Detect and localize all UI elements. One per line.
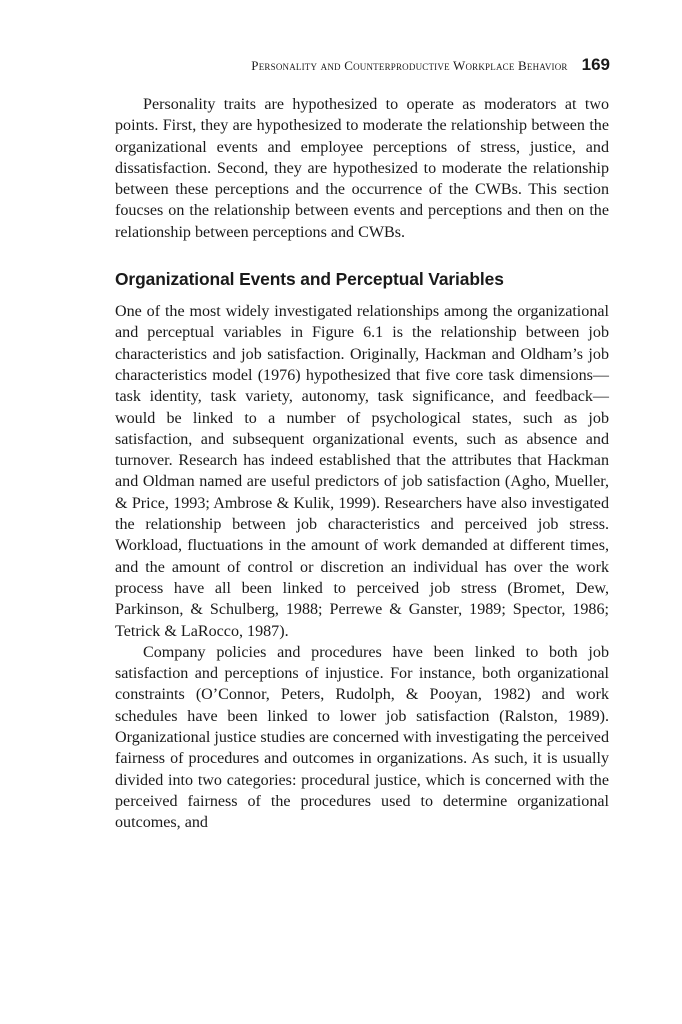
paragraph: One of the most widely investigated relationships among the organizational and perceptual variables in Figure 6.1 is the relationship between job characteristics and job satisfaction. Originally, Hackman and Oldham’s job characteristics model (1976) hypothesized that five core task dimensions—task identity, task variety, autonomy, task significance, and feedback—would be linked to a number of psychological states, such as job satisfaction, and subsequent organizational events, such as absence and turnover. Research has indeed established that the attributes that Hackman and Oldman named are useful predictors of job satisfaction (Agho, Mueller, & Price, 1993; Ambrose & Kulik, 1999). Researchers have also investigated the relationship between job characteristics and perceived job stress. Workload, fluctuations in the amount of work demanded at different times, and the amount of control or discretion an individual has over the work process have all been linked to perceived job stress (Bromet, Dew, Parkinson, & Schulberg, 1988; Perrewe & Ganster, 1989; Spector, 1986; Tetrick & LaRocco, 1987). <box>115 303 609 640</box>
section-heading: Organizational Events and Perceptual Variables <box>115 269 504 290</box>
running-head <box>251 55 610 75</box>
running-title: Personality and Counterproductive Workplace Behavior <box>251 58 568 73</box>
paragraph: Company policies and procedures have been linked to both job satisfaction and perceptions of injustice. For instance, both organizational constraints (O’Connor, Peters, Rudolph, & Pooyan, 1982) and work schedules have been linked to lower job satisfaction (Ralston, 1989). Organizational justice studies are concerned with investigating the perceived fairness of procedures and outcomes in organizations. As such, it is usually divided into two categories: procedural justice, which is concerned with the perceived fairness of the procedures used to determine organizational outcomes, and <box>115 643 609 832</box>
page-number: 169 <box>581 55 610 74</box>
paragraph: Personality traits are hypothesized to operate as moderators at two points. First, they are hypothesized to moderate the relationship between the organizational events and employee perceptions of stress, justice, and dissatisfaction. Second, they are hypothesized to moderate the relationship between these perceptions and the occurrence of the CWBs. This section foucses on the relationship between events and perceptions and then on the relationship between perceptions and CWBs. <box>115 96 609 241</box>
body-text <box>115 94 609 834</box>
